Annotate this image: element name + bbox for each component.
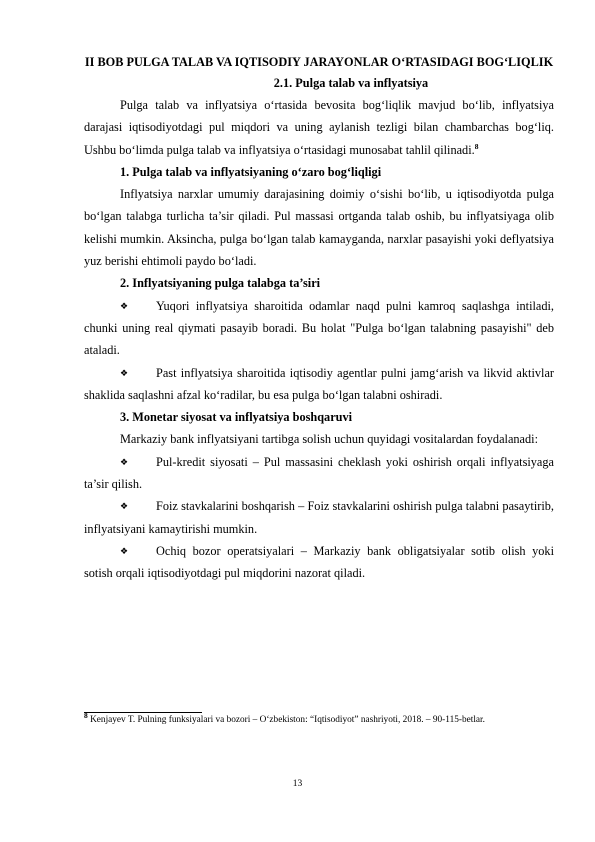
list-item — [84, 540, 554, 585]
footnote — [84, 710, 554, 728]
list-item-text: Pul-kredit siyosati – Pul massasini cheklash yoki oshirish orqali inflyatsiyaga ta’sir qilish. — [84, 454, 554, 492]
page-number: 13 — [292, 779, 303, 789]
footnote-text: Kenjayev T. Pulning funksiyalari va bozori – O‘zbekiston: “Iqtisodiyot” nashriyoti, 2018. – 90-115-betlar. — [90, 715, 485, 725]
section-title: 2.1. Pulga talab va inflyatsiya — [273, 76, 429, 90]
bullet-diamond-icon: ❖ — [120, 501, 129, 512]
list-item — [84, 295, 554, 362]
list-item — [84, 495, 554, 540]
list-item — [84, 451, 554, 496]
bullet-diamond-icon: ❖ — [120, 456, 129, 467]
footnote-number: 8 — [84, 710, 88, 720]
page-body — [84, 52, 554, 585]
heading-2: 2. Inflyatsiyaning pulga talabga ta’siri — [120, 276, 321, 291]
list-item-text: Past inflyatsiya sharoitida iqtisodiy agentlar pulni jamg‘arish va likvid aktivlar shaklida saqlashni afzal ko‘radilar, bu esa pulga bo‘lgan talabni oshiradi. — [84, 365, 554, 402]
intro-text: Pulga talab va inflyatsiya o‘rtasida bevosita bog‘liqlik mavjud bo‘lib, inflyatsiya darajasi iqtisodiyotdagi pul miqdori va uning aylanish tezligi bilan chambarchas bog‘liq. Ushbu bo‘limda pulga talab va inflyatsiya o‘rtasidagi munosabat tahlil qilinadi. — [84, 98, 554, 157]
intro-paragraph — [84, 94, 554, 161]
list-item-text: Yuqori inflyatsiya sharoitida odamlar naqd pulni kamroq saqlashga intiladi, chunki uning real qiymati pasayib boradi. Bu holat "Pulga bo‘lgan talabning pasayishi" deb ataladi. — [84, 298, 554, 358]
list-item — [84, 362, 554, 407]
bullet-diamond-icon: ❖ — [120, 367, 129, 378]
list-item-text: Ochiq bozor operatsiyalari – Markaziy bank obligatsiyalar sotib olish yoki sotish orqali iqtisodiyotdagi pul miqdorini nazorat qiladi. — [84, 543, 554, 581]
paragraph-3: Markaziy bank inflyatsiyani tartibga solish uchun quyidagi vositalardan foydalanadi: — [120, 432, 538, 447]
paragraph-1: Inflyatsiya narxlar umumiy darajasining doimiy o‘sishi bo‘lib, u iqtisodiyotda pulga bo‘lgan talabga turlicha ta’sir qiladi. Pul massasi ortganda talab oshib, bu inflyatsiyaga olib kelishi mumkin. Aksincha, pulga bo‘lgan talab kamayganda, narxlar pasayishi yoki deflyatsiya yuz berishi ehtimoli paydo bo‘ladi. — [84, 187, 554, 269]
list-item-text: Foiz stavkalarini boshqarish – Foiz stavkalarini oshirish pulga talabni pasaytirib, inflyatsiyani kamaytirishi mumkin. — [84, 499, 554, 536]
bullet-diamond-icon: ❖ — [120, 300, 129, 311]
footnote-ref[interactable]: 8 — [474, 141, 479, 151]
heading-1: 1. Pulga talab va inflyatsiyaning o‘zaro bog‘liqligi — [120, 164, 382, 179]
chapter-title: II BOB PULGA TALAB VA IQTISODIY JARAYONLAR O‘RTASIDAGI BOG‘LIQLIK — [84, 55, 554, 69]
footnote-divider — [84, 712, 202, 713]
heading-3: 3. Monetar siyosat va inflyatsiya boshqaruvi — [120, 410, 353, 425]
bullet-diamond-icon: ❖ — [120, 545, 129, 556]
